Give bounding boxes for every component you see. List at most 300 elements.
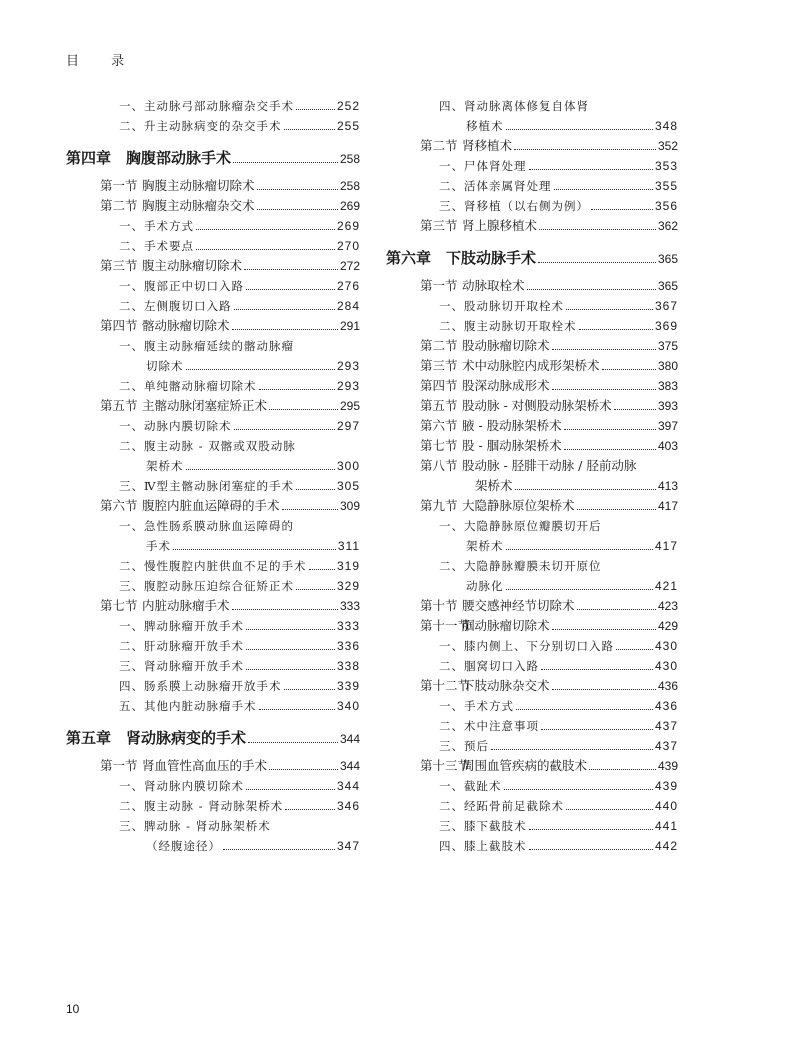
toc-page-number: 436 <box>654 699 678 713</box>
toc-page-number: 383 <box>657 379 678 393</box>
toc-entry-title <box>66 144 231 174</box>
toc-section-number: 第二节 <box>100 198 138 213</box>
toc-entry-text: 二、腘窝切口入路 <box>439 659 539 673</box>
toc-section[interactable] <box>66 496 360 516</box>
toc-section[interactable] <box>386 456 678 476</box>
toc-page-number: 252 <box>336 99 360 113</box>
toc-entry-text: 一、手术方式 <box>119 219 194 233</box>
dot-leader <box>591 208 653 210</box>
toc-subsection[interactable] <box>386 636 678 656</box>
toc-page-number: 437 <box>654 739 678 753</box>
toc-page-number: 393 <box>657 399 678 413</box>
toc-entry-title <box>420 416 562 436</box>
toc-section[interactable] <box>66 396 360 416</box>
toc-entry-title <box>119 576 294 596</box>
dot-leader <box>257 208 338 210</box>
toc-entry-title <box>420 336 550 356</box>
toc-entry-text: 二、术中注意事项 <box>439 719 539 733</box>
toc-subsection[interactable] <box>386 716 678 736</box>
toc-subsection[interactable] <box>386 516 678 536</box>
toc-section[interactable] <box>386 216 678 236</box>
toc-page-number: 297 <box>336 419 360 433</box>
toc-entry-title <box>420 276 525 296</box>
toc-subsection[interactable] <box>386 696 678 716</box>
toc-page-number: 421 <box>654 579 678 593</box>
toc-subsection[interactable] <box>66 796 360 816</box>
toc-entry-text: 五、其他内脏动脉瘤手术 <box>119 699 257 713</box>
toc-page-number: 375 <box>657 339 678 353</box>
toc-entry-title <box>439 96 589 116</box>
toc-entry-text: 周围血管疾病的截肢术 <box>462 758 588 773</box>
toc-section[interactable] <box>386 276 678 296</box>
toc-section[interactable] <box>386 756 678 776</box>
toc-entry-title <box>119 236 194 256</box>
toc-entry-title <box>466 116 504 136</box>
toc-entry-text: 腘动脉瘤切除术 <box>462 618 550 633</box>
toc-subsection[interactable] <box>386 296 678 316</box>
dot-leader <box>529 168 653 170</box>
dot-leader <box>223 848 335 850</box>
toc-entry-title <box>146 536 171 556</box>
toc-page-number: 353 <box>654 159 678 173</box>
dot-leader <box>259 708 335 710</box>
toc-entry-text: 一、腹部正中切口入路 <box>119 279 244 293</box>
toc-entry-text: 二、大隐静脉瓣膜未切开原位 <box>439 559 602 573</box>
toc-subsection[interactable] <box>386 796 678 816</box>
toc-subsection[interactable] <box>386 656 678 676</box>
toc-subsection[interactable] <box>66 276 360 296</box>
toc-entry-title <box>119 436 296 456</box>
toc-subsection[interactable] <box>66 816 360 836</box>
toc-entry-title <box>119 556 307 576</box>
toc-entry-text: 第六章 下肢动脉手术 <box>386 250 537 267</box>
toc-page-number: 295 <box>339 399 360 413</box>
toc-entry-text: 三、Ⅳ型主髂动脉闭塞症的手术 <box>119 479 294 493</box>
dot-leader <box>516 708 653 710</box>
toc-entry-text: 一、腹主动脉瘤延续的髂动脉瘤 <box>119 339 294 353</box>
toc-page-number: 269 <box>339 199 360 213</box>
toc-page-number: 309 <box>339 499 360 513</box>
toc-subsection[interactable] <box>386 316 678 336</box>
toc-page-number: 293 <box>336 359 360 373</box>
toc-page-number: 417 <box>657 499 678 513</box>
toc-entry-title <box>100 256 242 276</box>
toc-entry-title <box>439 736 489 756</box>
toc-entry-title <box>439 316 577 336</box>
toc-entry-text: 一、股动脉切开取栓术 <box>439 299 564 313</box>
dot-leader <box>284 688 335 690</box>
dot-leader <box>246 668 335 670</box>
toc-entry-text: 股动脉 - 胫腓干动脉 / 胫前动脉 <box>462 458 637 473</box>
toc-entry-text: 大隐静脉原位架桥术 <box>462 498 575 513</box>
toc-section[interactable] <box>386 356 678 376</box>
dot-leader <box>616 648 653 650</box>
toc-entry-text: 二、单纯髂动脉瘤切除术 <box>119 379 257 393</box>
toc-subsection[interactable] <box>386 96 678 116</box>
toc-section[interactable] <box>66 756 360 776</box>
toc-continuation[interactable] <box>66 356 360 376</box>
dot-leader <box>233 161 338 163</box>
toc-section-number: 第十二节 <box>420 678 471 693</box>
toc-entry-title <box>420 436 562 456</box>
toc-entry-text: 一、膝内侧上、下分别切口入路 <box>439 639 614 653</box>
dot-leader <box>566 808 653 810</box>
toc-entry-title <box>119 276 244 296</box>
toc-entry-title <box>420 756 587 776</box>
dot-leader <box>564 448 656 450</box>
toc-entry-title <box>420 456 636 476</box>
toc-entry-text: 一、动脉内膜切除术 <box>119 419 232 433</box>
toc-entry-text: 髂动脉瘤切除术 <box>142 318 230 333</box>
toc-page-number: 430 <box>654 639 678 653</box>
toc-page-number: 291 <box>339 319 360 333</box>
toc-entry-text: 四、肠系膜上动脉瘤开放手术 <box>119 679 282 693</box>
toc-subsection[interactable] <box>66 556 360 576</box>
toc-page-number: 397 <box>657 419 678 433</box>
toc-page-number: 429 <box>657 619 678 633</box>
toc-entry-text: 腹主动脉瘤切除术 <box>142 258 243 273</box>
toc-page-number: 311 <box>337 539 360 553</box>
toc-subsection[interactable] <box>386 156 678 176</box>
toc-entry-text: 股动脉瘤切除术 <box>462 338 550 353</box>
toc-entry-title <box>439 176 552 196</box>
toc-entry-title <box>119 656 244 676</box>
toc-entry-title <box>119 676 282 696</box>
toc-entry-title <box>439 196 589 216</box>
toc-subsection[interactable] <box>386 836 678 856</box>
toc-subsection[interactable] <box>66 416 360 436</box>
toc-page-number: 270 <box>336 239 360 253</box>
toc-entry-text: 术中动脉腔内成形架桥术 <box>462 358 600 373</box>
toc-section[interactable] <box>386 436 678 456</box>
dot-leader <box>614 408 656 410</box>
dot-leader <box>491 748 653 750</box>
toc-subsection[interactable] <box>386 776 678 796</box>
toc-entry-title <box>119 336 294 356</box>
toc-section[interactable] <box>386 396 678 416</box>
toc-entry-text: 三、腹腔动脉压迫综合征矫正术 <box>119 579 294 593</box>
dot-leader <box>552 388 656 390</box>
toc-subsection[interactable] <box>66 476 360 496</box>
toc-subsection[interactable] <box>66 696 360 716</box>
toc-entry-title <box>119 776 244 796</box>
toc-page-number: 423 <box>657 599 678 613</box>
dot-leader <box>282 508 338 510</box>
toc-section[interactable] <box>386 596 678 616</box>
dot-leader <box>564 428 656 430</box>
toc-subsection[interactable] <box>66 236 360 256</box>
toc-section[interactable] <box>386 496 678 516</box>
toc-entry-title <box>420 616 550 636</box>
toc-subsection[interactable] <box>386 736 678 756</box>
toc-entry-text: 二、升主动脉病变的杂交手术 <box>119 119 282 133</box>
toc-entry-text: 腰交感神经节切除术 <box>462 598 575 613</box>
toc-entry-text: 架桥术 <box>475 478 513 493</box>
toc-entry-text: 四、肾动脉离体修复自体肾 <box>439 99 589 113</box>
toc-section-number: 第三节 <box>420 218 458 233</box>
toc-entry-text: 动脉化 <box>466 579 504 593</box>
dot-leader <box>541 668 653 670</box>
toc-section-number: 第四节 <box>420 378 458 393</box>
toc-entry-text: 一、大隐静脉原位瓣膜切开后 <box>439 519 602 533</box>
toc-subsection[interactable] <box>66 516 360 536</box>
toc-entry-text: 切除术 <box>146 359 184 373</box>
dot-leader <box>234 428 335 430</box>
dot-leader <box>244 268 338 270</box>
toc-page-number: 365 <box>657 279 678 293</box>
toc-page-number: 439 <box>654 779 678 793</box>
dot-leader <box>514 148 656 150</box>
toc-entry-text: 二、慢性腹腔内脏供血不足的手术 <box>119 559 307 573</box>
toc-section[interactable] <box>386 616 678 636</box>
toc-page-number: 339 <box>336 679 360 693</box>
toc-section-number: 第九节 <box>420 498 458 513</box>
toc-page-number: 380 <box>657 359 678 373</box>
toc-subsection[interactable] <box>66 116 360 136</box>
toc-subsection[interactable] <box>66 436 360 456</box>
toc-entry-text: 二、腹主动脉 - 双髂或双股动脉 <box>119 439 296 453</box>
toc-page-number: 329 <box>336 579 360 593</box>
toc-page-number: 442 <box>654 839 678 853</box>
toc-subsection[interactable] <box>386 176 678 196</box>
dot-leader <box>186 468 335 470</box>
toc-subsection[interactable] <box>386 196 678 216</box>
toc-entry-text: 三、预后 <box>439 739 489 753</box>
toc-section[interactable] <box>66 176 360 196</box>
dot-leader <box>246 648 335 650</box>
toc-entry-title <box>119 796 283 816</box>
dot-leader <box>506 548 653 550</box>
dot-leader <box>259 388 335 390</box>
toc-chapter[interactable] <box>66 144 360 174</box>
toc-page-number: 319 <box>336 559 360 573</box>
toc-subsection[interactable] <box>66 776 360 796</box>
toc-entry-title <box>420 356 600 376</box>
dot-leader <box>506 128 653 130</box>
toc-section-number: 第二节 <box>420 338 458 353</box>
toc-entry-text: 移植术 <box>466 119 504 133</box>
toc-subsection[interactable] <box>66 616 360 636</box>
toc-entry-text: 第四章 胸腹部动脉手术 <box>66 150 232 167</box>
toc-section[interactable] <box>66 596 360 616</box>
toc-page-number: 293 <box>336 379 360 393</box>
toc-page-number: 437 <box>654 719 678 733</box>
toc-entry-title <box>439 556 602 576</box>
toc-entry-text: 一、尸体肾处理 <box>439 159 527 173</box>
toc-page-number: 367 <box>654 299 678 313</box>
dot-leader <box>246 628 335 630</box>
toc-entry-title <box>119 816 271 836</box>
toc-subsection[interactable] <box>66 96 360 116</box>
toc-page-number: 355 <box>654 179 678 193</box>
toc-page-number: 269 <box>336 219 360 233</box>
toc-entry-title <box>119 216 194 236</box>
toc-entry-text: 四、膝上截肢术 <box>439 839 527 853</box>
dot-leader <box>506 588 653 590</box>
toc-subsection[interactable] <box>66 636 360 656</box>
page-header-title: 目 录 <box>66 54 139 69</box>
toc-section-number: 第一节 <box>420 278 458 293</box>
toc-entry-title <box>386 244 536 274</box>
toc-section[interactable] <box>66 256 360 276</box>
toc-page-number: 255 <box>336 119 360 133</box>
toc-section-number: 第一节 <box>100 758 138 773</box>
toc-entry-text: 胸腹主动脉瘤杂交术 <box>142 198 255 213</box>
toc-entry-text: 股 - 腘动脉架桥术 <box>462 438 562 453</box>
toc-page-number: 272 <box>339 259 360 273</box>
toc-continuation[interactable] <box>66 456 360 476</box>
toc-subsection[interactable] <box>66 376 360 396</box>
toc-entry-text: 第五章 肾动脉病变的手术 <box>66 730 247 747</box>
toc-section-number: 第十一节 <box>420 618 471 633</box>
toc-entry-title <box>146 356 184 376</box>
page-number: 10 <box>66 1002 80 1016</box>
toc-section[interactable] <box>386 136 678 156</box>
toc-page-number: 441 <box>654 819 678 833</box>
toc-page-number: 436 <box>657 679 678 693</box>
toc-page-number: 439 <box>657 759 678 773</box>
toc-entry-text: 架桥术 <box>146 459 184 473</box>
toc-entry-text: 架桥术 <box>466 539 504 553</box>
toc-entry-text: 一、肾动脉内膜切除术 <box>119 779 244 793</box>
toc-section[interactable] <box>386 336 678 356</box>
toc-entry-text: 二、左侧腹切口入路 <box>119 299 232 313</box>
toc-section[interactable] <box>386 376 678 396</box>
dot-leader <box>284 128 335 130</box>
toc-continuation[interactable] <box>66 836 360 856</box>
dot-leader <box>196 248 335 250</box>
toc-entry-text: 动脉取栓术 <box>462 278 525 293</box>
toc-page-number: 344 <box>339 759 360 773</box>
toc-entry-text: 股动脉 - 对侧股动脉架桥术 <box>462 398 612 413</box>
toc-entry-text: 二、经跖骨前足截除术 <box>439 799 564 813</box>
dot-leader <box>246 288 335 290</box>
toc-entry-text: 手术 <box>146 539 171 553</box>
toc-section[interactable] <box>66 316 360 336</box>
dot-leader <box>504 788 653 790</box>
toc-entry-title <box>439 296 564 316</box>
toc-page-number: 300 <box>336 459 360 473</box>
toc-entry-title <box>119 296 232 316</box>
toc-entry-title <box>475 476 513 496</box>
dot-leader <box>234 308 335 310</box>
toc-entry-title <box>466 536 504 556</box>
toc-page-number: 430 <box>654 659 678 673</box>
toc-entry-title <box>146 836 221 856</box>
dot-leader <box>246 788 335 790</box>
dot-leader <box>538 261 656 263</box>
toc-entry-text: 主髂动脉闭塞症矫正术 <box>142 398 268 413</box>
toc-entry-title <box>100 756 267 776</box>
toc-entry-title <box>119 476 294 496</box>
toc-entry-text: 二、肝动脉瘤开放手术 <box>119 639 244 653</box>
toc-chapter[interactable] <box>386 244 678 274</box>
toc-subsection[interactable] <box>66 296 360 316</box>
toc-page-number: 417 <box>654 539 678 553</box>
toc-column-right <box>386 96 678 856</box>
toc-subsection[interactable] <box>66 656 360 676</box>
toc-subsection[interactable] <box>66 576 360 596</box>
toc-entry-text: 三、肾移植（以右侧为例） <box>439 199 589 213</box>
toc-entry-text: 二、腹主动脉切开取栓术 <box>439 319 577 333</box>
dot-leader <box>296 108 335 110</box>
toc-continuation[interactable] <box>386 536 678 556</box>
toc-entry-title <box>119 516 294 536</box>
dot-leader <box>248 741 338 743</box>
toc-page-number: 284 <box>336 299 360 313</box>
toc-entry-text: 二、活体亲属肾处理 <box>439 179 552 193</box>
toc-entry-text: 三、肾动脉瘤开放手术 <box>119 659 244 673</box>
toc-page-number: 333 <box>339 599 360 613</box>
toc-entry-title <box>100 316 230 336</box>
toc-section-number: 第五节 <box>420 398 458 413</box>
toc-entry-title <box>439 656 539 676</box>
toc-continuation[interactable] <box>386 576 678 596</box>
toc-entry-title <box>420 136 512 156</box>
toc-section[interactable] <box>66 196 360 216</box>
toc-subsection[interactable] <box>66 676 360 696</box>
toc-section[interactable] <box>386 416 678 436</box>
toc-subsection[interactable] <box>66 336 360 356</box>
toc-continuation[interactable] <box>386 476 678 496</box>
toc-entry-text: 一、手术方式 <box>439 699 514 713</box>
toc-page-number: 403 <box>657 439 678 453</box>
toc-entry-title <box>420 376 550 396</box>
toc-entry-title <box>439 156 527 176</box>
toc-entry-title <box>439 636 614 656</box>
toc-entry-text: 一、截趾术 <box>439 779 502 793</box>
toc-subsection[interactable] <box>386 556 678 576</box>
toc-section[interactable] <box>386 676 678 696</box>
dot-leader <box>285 808 335 810</box>
dot-leader <box>196 228 335 230</box>
toc-continuation[interactable] <box>66 536 360 556</box>
dot-leader <box>257 188 338 190</box>
dot-leader <box>577 608 656 610</box>
toc-entry-text: 二、腹主动脉 - 肾动脉架桥术 <box>119 799 284 813</box>
toc-page-number: 258 <box>339 152 360 166</box>
toc-entry-title <box>420 396 612 416</box>
toc-section-number: 第三节 <box>100 258 138 273</box>
dot-leader <box>541 728 653 730</box>
dot-leader <box>579 328 653 330</box>
dot-leader <box>529 848 653 850</box>
dot-leader <box>309 568 335 570</box>
toc-entry-title <box>119 696 257 716</box>
dot-leader <box>232 608 338 610</box>
toc-page-number: 305 <box>336 479 360 493</box>
toc-entry-title <box>146 456 184 476</box>
toc-entry-title <box>119 116 282 136</box>
toc-continuation[interactable] <box>386 116 678 136</box>
toc-chapter[interactable] <box>66 724 360 754</box>
toc-entry-title <box>420 676 550 696</box>
toc-page-number: 338 <box>336 659 360 673</box>
dot-leader <box>186 368 335 370</box>
toc-subsection[interactable] <box>66 216 360 236</box>
dot-leader <box>527 288 656 290</box>
toc-subsection[interactable] <box>386 816 678 836</box>
toc-page-number: 346 <box>336 799 360 813</box>
toc-section-number: 第八节 <box>420 458 458 473</box>
dot-leader <box>577 508 656 510</box>
toc-entry-text: 二、手术要点 <box>119 239 194 253</box>
dot-leader <box>296 588 335 590</box>
toc-page-number: 352 <box>657 139 678 153</box>
toc-entry-title <box>119 636 244 656</box>
toc-section-number: 第六节 <box>420 418 458 433</box>
toc-entry-title <box>66 724 246 754</box>
